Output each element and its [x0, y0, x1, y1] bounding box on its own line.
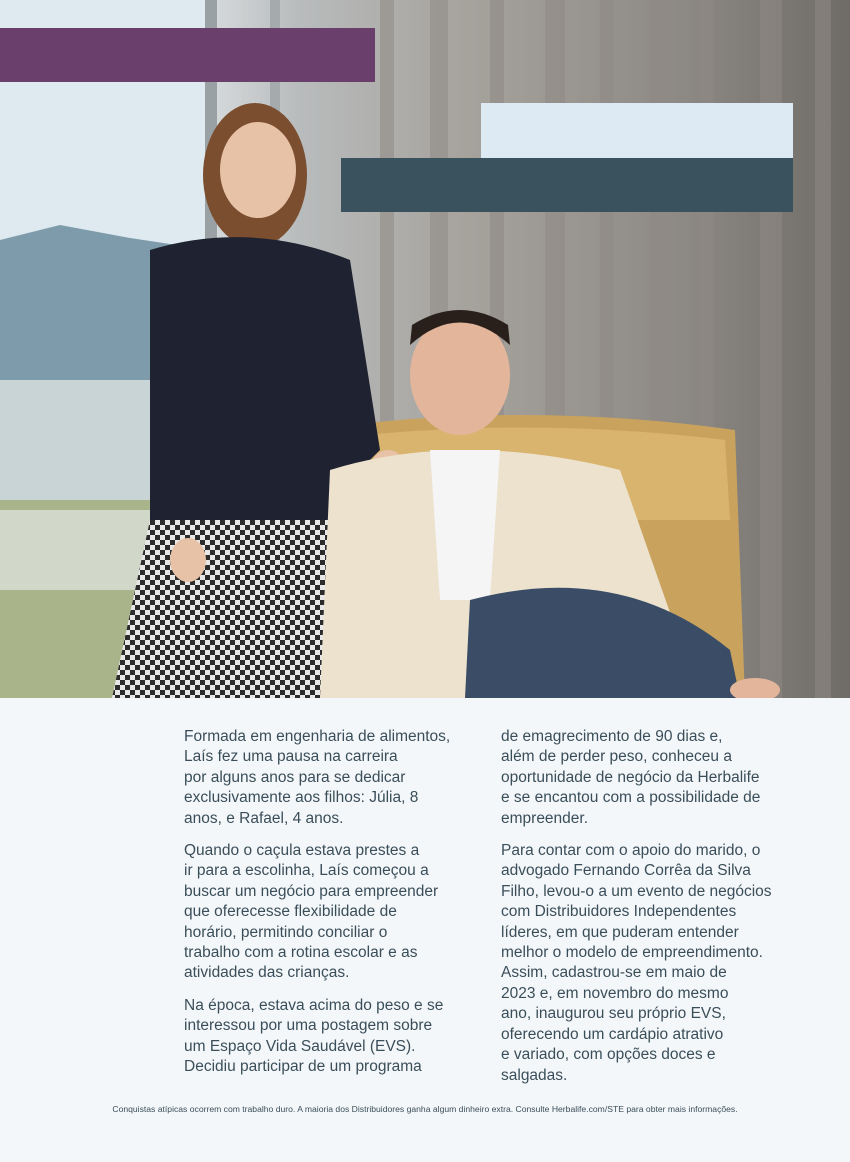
article-column-1	[184, 727, 489, 1090]
paragraph: Quando o caçula estava prestes a ir para a escolinha, Laís começou a buscar um negócio para empreender que oferecesse flexibilidade de horário, permitindo conciliar o trabalho com a rotina escolar e as atividades das crianças.	[184, 842, 439, 982]
article-column-2	[501, 727, 811, 1098]
decorative-bar-dark	[341, 158, 793, 212]
decorative-bar-light	[481, 103, 793, 158]
decorative-bar-purple	[0, 28, 375, 82]
paragraph: Na época, estava acima do peso e se interessou por uma postagem sobre um Espaço Vida Saudável (EVS). Decidiu participar de um programa	[184, 996, 444, 1076]
paragraph: de emagrecimento de 90 dias e, além de perder peso, conheceu a oportunidade de negócio da Herbalife e se encantou com a possibilidade de empreender.	[501, 728, 761, 827]
paragraph: Formada em engenharia de alimentos, Laís fez uma pausa na carreira por alguns anos para se dedicar exclusivamente aos filhos: Júlia, 8 anos, e Rafael, 4 anos.	[184, 728, 451, 827]
disclaimer-footnote: Conquistas atípicas ocorrem com trabalho duro. A maioria dos Distribuidores ganha algum dinheiro extra. Consulte Herbalife.com/STE para obter mais informações.	[112, 1104, 738, 1114]
paragraph: Para contar com o apoio do marido, o advogado Fernando Corrêa da Silva Filho, levou-o a um evento de negócios com Distribuidores Independentes líderes, em que puderam entender melhor o modelo de empreendimento. Assim, cadastrou-se em maio de 2023 e, em novembro do mesmo ano, inaugurou seu próprio EVS, oferecendo um cardápio atrativo e variado, com opções doces e salgadas.	[501, 842, 772, 1084]
